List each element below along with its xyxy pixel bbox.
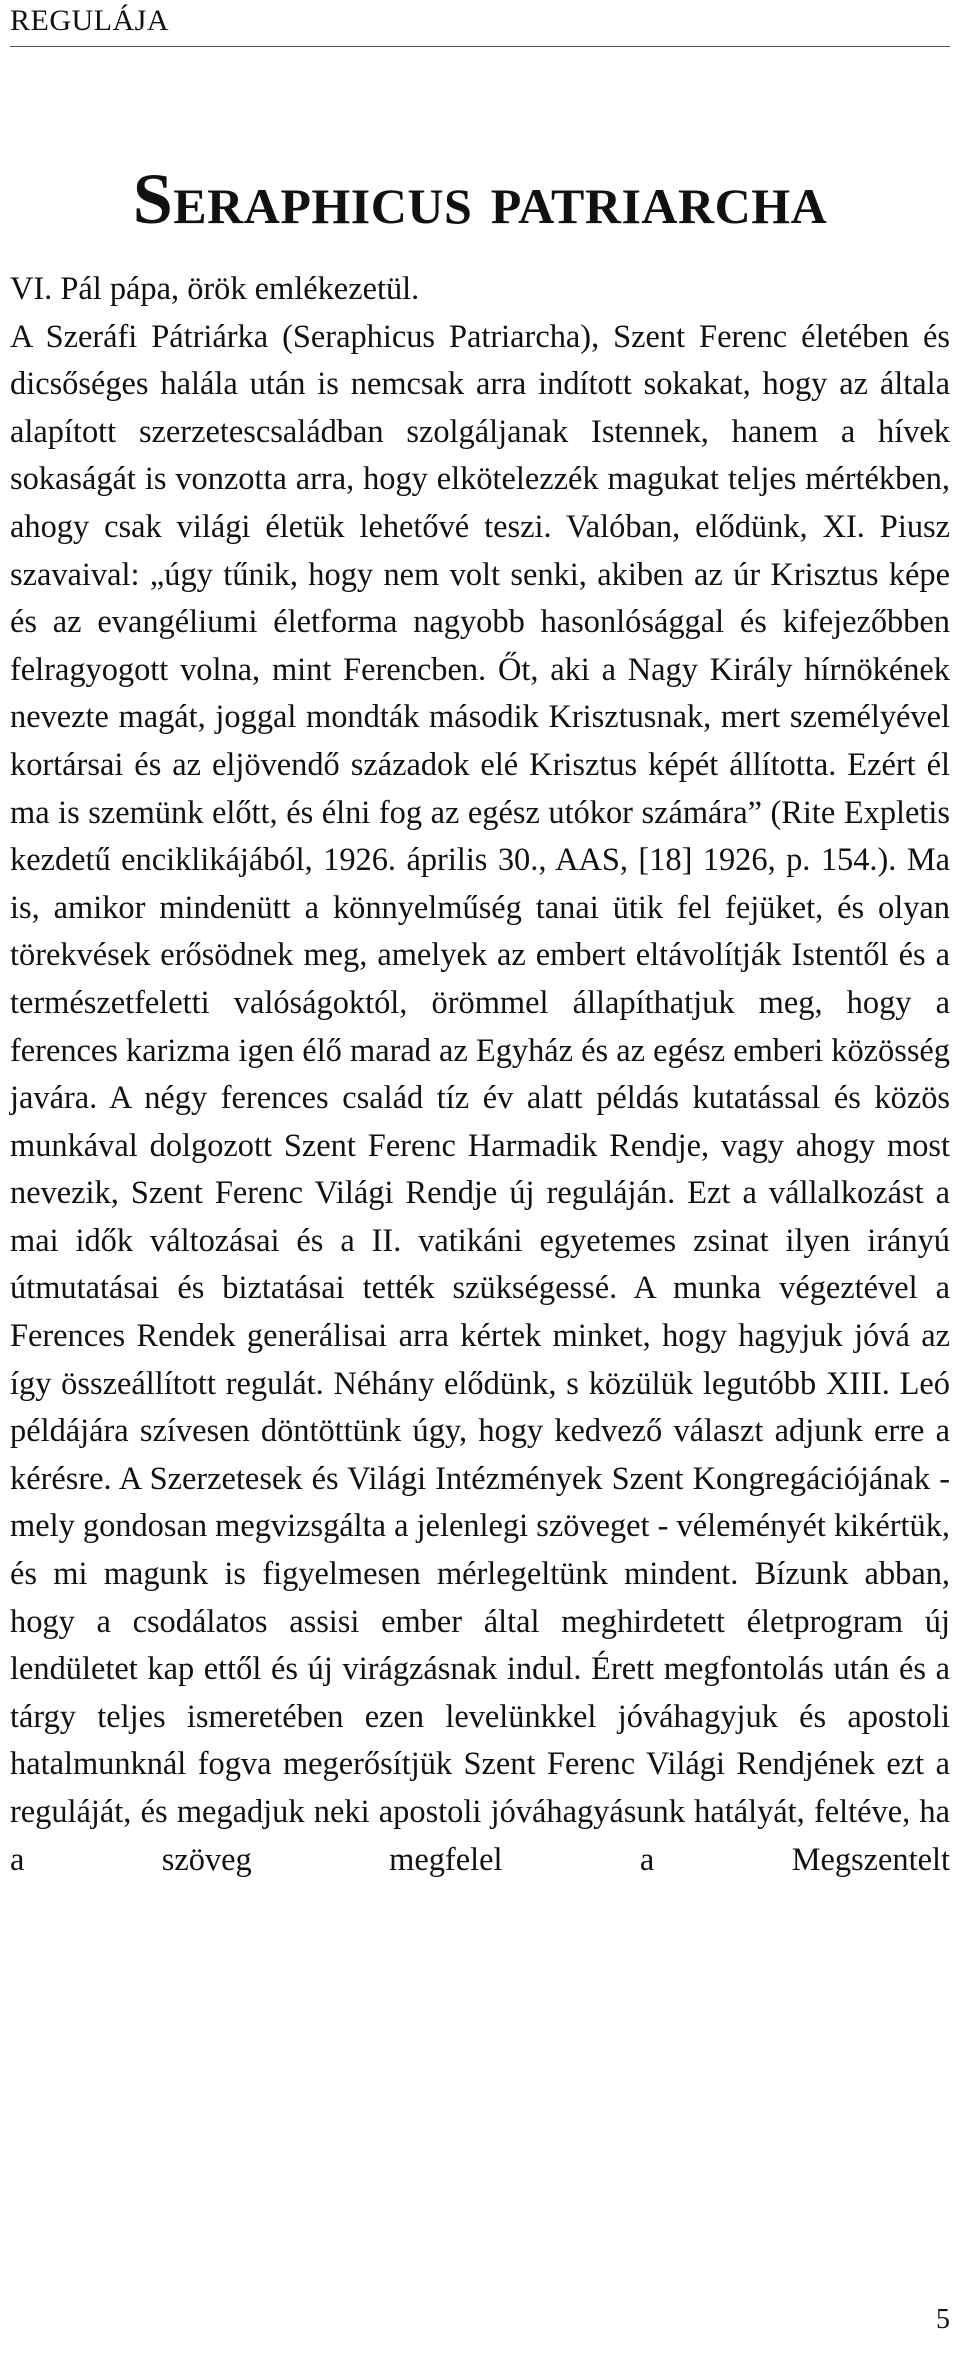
body-paragraph: A Szeráfi Pátriárka (Seraphicus Patriarcha), Szent Ferenc életében és dicsőséges halála után is nemcsak arra indított sokakat, hogy az általa alapított szerzetescsaládban szolgáljanak Istennek, hanem a hívek sokaságát is vonzotta arra, hogy elkötelezzék magukat teljes mértékben, ahogy csak világi életük lehetővé teszi. Valóban, elődünk, XI. Piusz szavaival: „úgy tűnik, hogy nem volt senki, akiben az úr Krisztus képe és az evangéliumi életforma nagyobb hasonlósággal és kifejezőbben felragyogott volna, mint Ferencben. Őt, aki a Nagy Király hírnökének nevezte magát, joggal mondták második Krisztusnak, mert személyével kortársai és az eljövendő századok elé Krisztus képét állította. Ezért él ma is szemünk előtt, és élni fog az egész utókor számára” (Rite Expletis kezdetű enciklikájából, 1926. április 30., AAS, [18] 1926, p. 154.). Ma is, amikor mindenütt a könnyelműség tanai ütik fel fejüket, és olyan törekvések erősödnek meg, amelyek az embert eltávolítják Istentől és a természetfeletti valóságoktól, örömmel állapíthatjuk meg, hogy a ferences karizma igen élő marad az Egyház és az egész emberi közösség javára. A négy ferences család tíz év alatt példás kutatással és közös munkával dolgozott Szent Ferenc Harmadik Rendje, vagy ahogy most nevezik, Szent Ferenc Világi Rendje új reguláján. Ezt a vállalkozást a mai idők változásai és a II. vatikáni egyetemes zsinat ilyen irányú útmutatásai és biztatásai tették szükségessé. A munka végeztével a Ferences Rendek generálisai arra kértek minket, hogy hagyjuk jóvá az így összeállított regulát. Néhány elődünk, s közülük legutóbb XIII. Leó példájára szívesen döntöttünk úgy, hogy kedvező választ adjunk erre a kérésre. A Szerzetesek és Világi Intézmények Szent Kongregációjának - mely gondosan megvizsgálta a jelenlegi szöveget - véleményét kikértük, és mi magunk is figyelmesen mérlegeltünk mindent. Bízunk abban, hogy a csodálatos assisi ember által meghirdetett életprogram új lendületet kap ettől és új virágzásnak indul. Érett megfontolás után és a tárgy teljes ismeretében ezen levelünkkel jóváhagyjuk és apostoli hatalmunknál fogva megerősítjük Szent Ferenc Világi Rendjének ezt a reguláját, és megadjuk neki apostoli jóváhagyásunk hatályát, feltéve, ha a szöveg megfelel a Megszentelt <box>10 318 950 1878</box>
page-number: 5 <box>936 2304 950 2335</box>
opening-line: VI. Pál pápa, örök emlékezetül. <box>10 271 420 307</box>
header-divider <box>10 46 950 47</box>
page-title: Seraphicus patriarcha <box>132 159 828 240</box>
document-body <box>10 266 950 1884</box>
running-header: REGULÁJA <box>10 4 169 37</box>
